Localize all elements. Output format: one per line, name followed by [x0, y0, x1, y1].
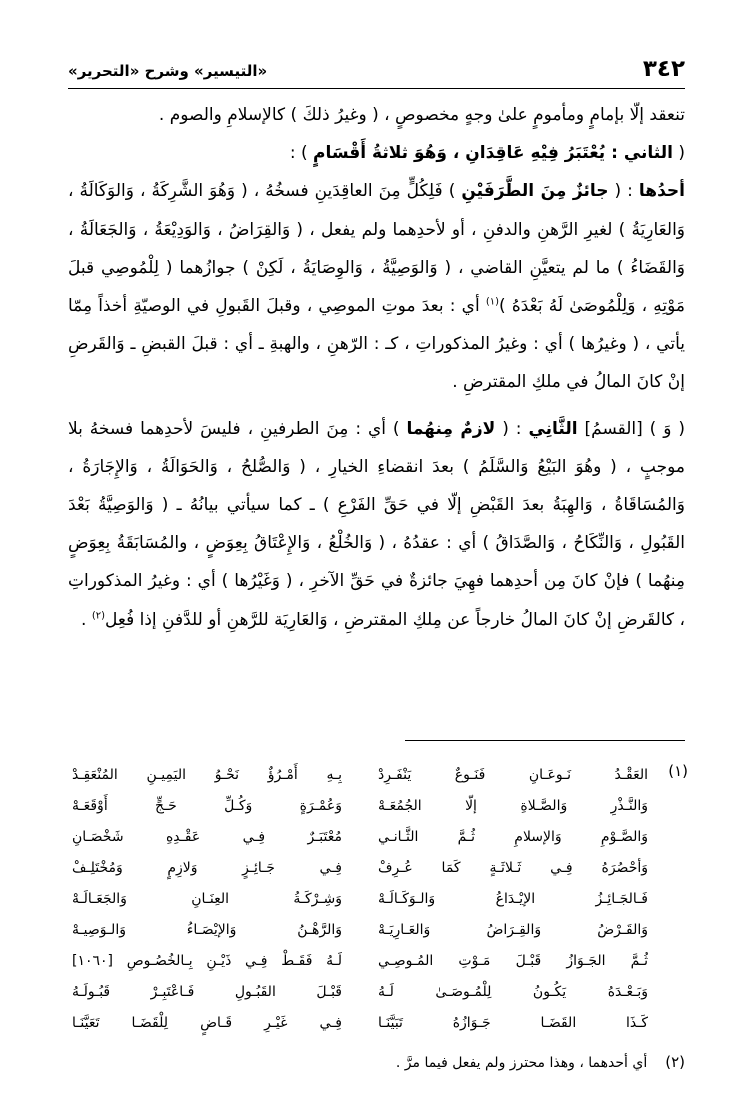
- verse-row: [64, 822, 688, 853]
- page-number: ٣٤٢: [642, 56, 685, 82]
- paragraph: [68, 410, 685, 639]
- text-run: ) :: [289, 143, 314, 164]
- verse-row: [64, 884, 688, 915]
- bold-term: الثَّانِي: [528, 418, 578, 439]
- verse-second-hemistich: لَـهُ فَقَـطْ فِـي ذَيْـنِ بِـالخُصُـوصِ [١٠٦٠]: [72, 953, 342, 969]
- text-run: .: [81, 609, 92, 630]
- paragraph: [68, 96, 685, 134]
- footnote-1: [64, 760, 688, 1039]
- text-run: ( وَ ) [القسمُ]: [577, 418, 685, 439]
- page-header: [68, 56, 685, 89]
- text-run: ) أي : مِنَ الطرفينِ ، فليسَ لأحدِهما فسخهُ بلا موجبٍ ، ( وهُوَ البَيْعُ وَالسَّلَمُ ) بعدَ انقضاءِ الخيارِ ، ( وَالصُّلحُ ، وَالحَوَالَةُ ، وَالإِجَارَةُ ، وَالمُسَاقَاةُ ، وَالهِبَةُ بعدَ القَبْضِ إلّا في حَقِّ الفَرْعِ ) ـ كما سيأتي بيانُهُ ـ ( وَالوَصِيَّةُ بَعْدَ القَبُولِ ، وَالنِّكَاحُ ، وَالصَّدَاقُ ) أي : عقدُهُ ، ( وَالخُلْعُ ، وَالإِعْتَاقُ بِعِوَضٍ ، والمُسَابَقَةُ بِعِوَضٍ مِنهُما ) فإنْ كانَ مِن أحدِهما فهِيَ جائزةٌ في حَقِّ الآخرِ ، ( وَغَيْرُها ) أي : وغيرُ المذكوراتِ ، كالقَرضِ إنْ كانَ المالُ خارجاً عن مِلكِ المقترضِ ، وَالعَارِيَة للرَّهنِ أو للدَّفنِ إذا فُعِل: [68, 418, 685, 630]
- footnote-2-number: (٢): [665, 1053, 685, 1071]
- verse-second-hemistich: فِـي جَـائِـزٍ وَلازِمٍ وَمُخْتَلِـفْ: [72, 860, 342, 876]
- verse-row: [64, 791, 688, 822]
- verse-row: [64, 946, 688, 977]
- verse-second-hemistich: وَالرَّهْـنُ وَالإيْصَـاءُ وَالـوَصِيـهْ: [72, 922, 342, 938]
- verse-second-hemistich: فِـي غَيْـرِ قَـاضٍ لِلْقَضَـا تَعَيَّنَـا: [72, 1015, 342, 1031]
- verse-first-hemistich: العَقْـدُ نَـوعَـانِ فَنَـوعٌ يَنْفَـرِدْ: [378, 767, 648, 783]
- verse-first-hemistich: وَالقَـرْضُ وَالقِـرَاضُ وَالعَـارِيَـهْ: [378, 922, 648, 938]
- footnote-1-number: (١): [668, 762, 688, 780]
- verse-row: [64, 977, 688, 1008]
- verse-second-hemistich: قَبْـلَ القَبُـولِ فَـاعْتَبِـرْ قَبُـولَـهُ: [72, 984, 342, 1000]
- footnote-ref: (٢): [91, 609, 106, 621]
- verse-row: [64, 1008, 688, 1039]
- main-text: [68, 96, 685, 639]
- verse-row: [64, 853, 688, 884]
- bold-term: لازمٌ مِنهُما: [406, 418, 496, 439]
- running-title: «التيسير» وشرح «التحرير»: [68, 62, 268, 80]
- text-run: تنعقد إلّا بإمامٍ ومأمومٍ علىٰ وجهٍ مخصوصٍ ، ( وغيرُ ذلكَ ) كالإسلامِ والصوم .: [158, 105, 685, 125]
- verse-first-hemistich: فَـالجَـائِـزُ الإيْـدَاعُ وَالـوَكَـالَـهْ: [378, 891, 648, 907]
- bold-term: أحدُها: [638, 181, 685, 202]
- verse-first-hemistich: وَبَـعْـدَهُ يَكُـونُ لِلْمُـوصَـىٰ لَـهُ: [378, 984, 648, 1000]
- verse-first-hemistich: وَأحْصُرَهُ فِـي ثَـلاثَـةٍ كَمَا عُـرِفْ: [378, 860, 648, 876]
- bold-term: جائزٌ مِنَ الطَّرَفَيْنِ: [461, 181, 609, 202]
- verse-second-hemistich: وَعُمْـرَةٍ وَكُـلِّ حَـجٍّ أَوْقَعَـهْ: [72, 798, 342, 814]
- verse-first-hemistich: وَالنَّـذْرِ وَالصَّـلاةِ إلّا الجُمُعَـهْ: [378, 798, 648, 814]
- verse-first-hemistich: كَـذَا القَضَـا جَـوَازُهُ تَبَيَّنَـا: [378, 1015, 648, 1031]
- paragraph: [68, 172, 685, 401]
- verse-second-hemistich: وَشِـرْكَـةُ العِنَـانِ وَالجَعَـالَـهْ: [72, 891, 342, 907]
- verse-row: [64, 915, 688, 946]
- verse-first-hemistich: ثُـمَّ الجَـوَازُ قَبْـلَ مَـوْتِ المُـوصِـي: [378, 953, 648, 969]
- text-run: : (: [495, 418, 529, 439]
- verse-row: [64, 760, 688, 791]
- footnote-2: [65, 1053, 685, 1071]
- footnote-ref: (١): [485, 296, 500, 308]
- verse-first-hemistich: وَالصَّـوْمِ وَالإسلامِ ثُـمَّ الثَّـانـي: [378, 829, 648, 845]
- paragraph: [68, 134, 685, 172]
- footnote-separator: [405, 740, 685, 741]
- verse-second-hemistich: مُعْتَبَـرٌ فِـي عَقْـدِهِ شَخْصَـانِ: [72, 829, 342, 845]
- footnote-2-text: أي أحدهما ، وهذا محترز ولم يفعل فيما مرَّ .: [395, 1055, 648, 1071]
- text-run: (: [672, 143, 685, 164]
- text-run: أي : بعدَ موتِ الموصِي ، وقبلَ القَبولِ في الوصيّةِ أخذاً مِمّا يأتي ، ( وغيرُها ) أي : وغيرُ المذكوراتِ ، كـ : الرّهنِ ، والهبةِ ـ أي : قبلَ القبضِ ـ وَالقَرضِ إنْ كانَ المالُ في ملكِ المقترضِ .: [68, 296, 685, 393]
- verse-second-hemistich: بِـهِ أَمْـرُؤٌ نَحْـوُ اليَمِيـنِ المُنْعَقِـدْ: [72, 767, 342, 783]
- text-run: : (: [608, 181, 639, 202]
- text-run: ) فَلِكُلٍّ مِنَ العاقِدَينِ فسخُهُ ، ( وَهُوَ الشَّرِكَةُ ، وَالوَكَالَةُ ، وَالعَارِيَةُ ) لغيرِ الرَّهنِ والدفنِ ، أو لأحدِهما ولم يفعل ، ( وَالقِرَاضُ ، وَالوَدِيْعَةُ ، وَالجَعَالَةُ ، وَالقَضَاءُ ) ما لم يتعيَّنِ القاضي ، ( وَالوَصِيَّةُ ، وَالوِصَايَةُ ، لَكِنْ ) جوازُهما ( لِلْمُوصِي قبلَ مَوْتِهِ ، وَلِلْمُوصَىٰ لَهُ بَعْدَهُ ): [68, 181, 685, 317]
- bold-term: الثاني : يُعْتَبَرُ فِيْهِ عَاقِدَانِ ، وَهُوَ ثلاثةُ أَقْسَامٍ: [313, 143, 673, 164]
